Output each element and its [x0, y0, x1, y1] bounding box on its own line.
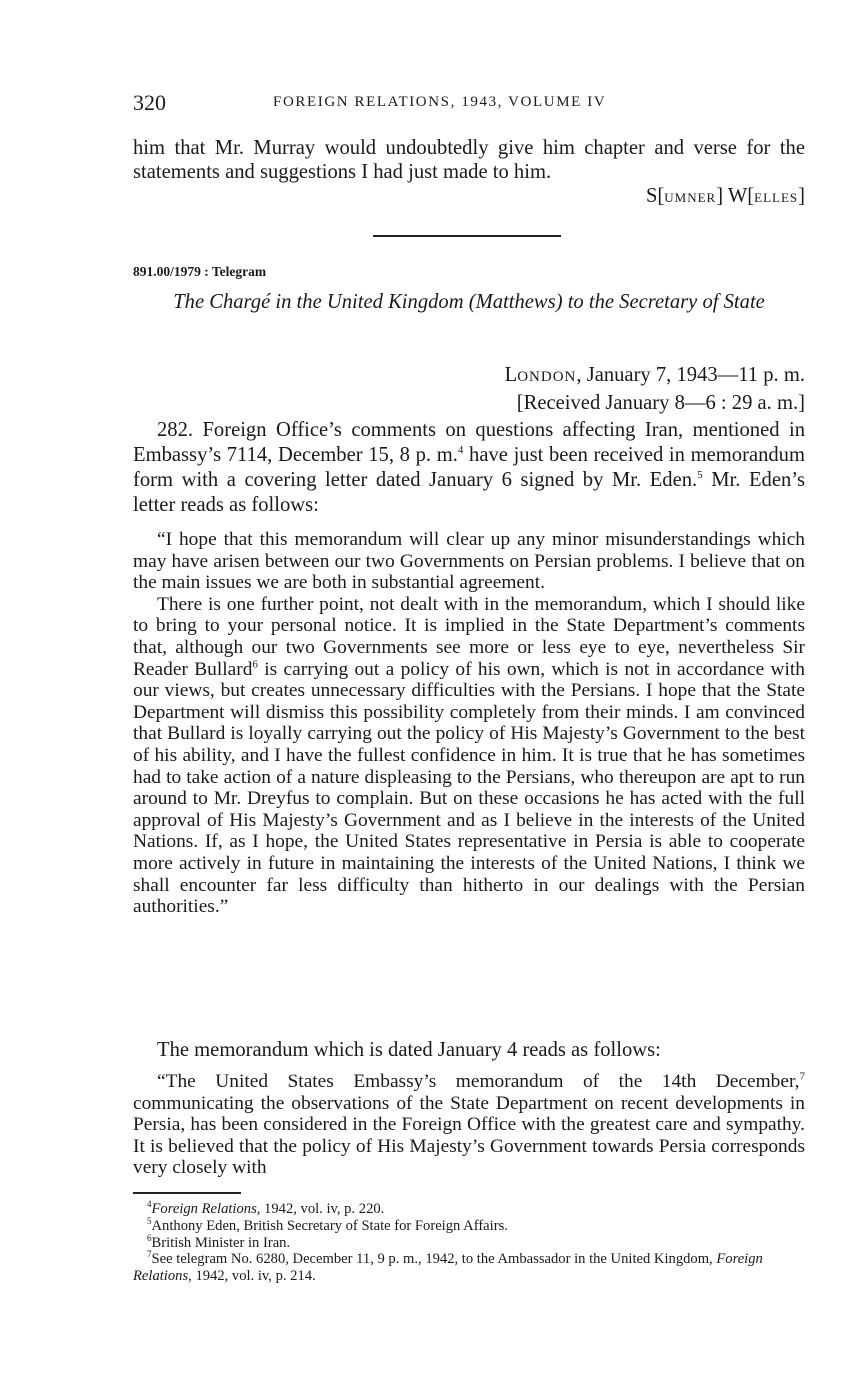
dateline: [133, 362, 805, 416]
footnote-5: $^5$Anthony Eden, British Secretary of State for Foreign Affairs.: [147, 1215, 508, 1234]
quote-paragraph-2: There is one further point, not dealt with in the memorandum, which I should like to bring to your personal notice. It is implied in the State Department’s comments that, although our two Governments see more or less eye to eye, nevertheless Sir Reader Bullard$^6$ is carrying out a policy of his own, which is not in accordance with our views, but creates unnecessary difficulties with the Persians. I hope that the State Department will dismiss this possibility completely from their minds. I am convinced that Bullard is loyally carrying out the policy of His Majesty’s Government to the best of his ability, and I have the fullest confidence in him. It is true that he has sometimes had to take action of a nature displeasing to the Persians, who thereupon are apt to run around to Mr. Dreyfus to complain. But on these occasions he has acted with the full approval of His Majesty’s Government and as I believe in the interests of the United Nations. If, as I hope, the United States representative in Persia is able to cooperate more actively in future in maintaining the interests of the United Nations, I think we shall encounter far less difficulty than hitherto in our dealings with the Persian authorities.”: [133, 593, 805, 918]
memorandum-intro-paragraph: The memorandum which is dated January 4 reads as follows:: [157, 1039, 661, 1061]
memorandum-quote: [133, 1071, 805, 1179]
running-head: FOREIGN RELATIONS, 1943, VOLUME IV: [273, 94, 607, 110]
eden-letter-quote: [133, 529, 805, 918]
footnote-6: $^6$British Minister in Iran.: [147, 1232, 291, 1251]
opening-paragraph: him that Mr. Murray would undoubtedly give him chapter and verse for the statements and suggestions I had just made to him.: [133, 137, 805, 183]
signature: S[UMNER] W[ELLES]: [645, 185, 805, 207]
footnote-divider: [133, 1192, 241, 1194]
telegram-paragraph: 282. Foreign Office’s comments on questions affecting Iran, mentioned in Embassy’s 7114, December 15, 8 p. m.$^4$ have just been received in memorandum form with a covering letter dated January 6 signed by Mr. Eden.$^5$ Mr. Eden’s letter reads as follows:: [133, 419, 805, 516]
document-id: 891.00/1979 : Telegram: [133, 264, 267, 279]
date-line-2: [Received January 8—6 : 29 a. m.]: [516, 392, 805, 414]
footnote-4: $^4$Foreign Relations, 1942, vol. iv, p. 220.: [147, 1199, 385, 1217]
footnote-ref: 7: [799, 1070, 805, 1083]
date-line-1: LONDON, January 7, 1943—11 p. m.: [504, 364, 805, 386]
footnote-ref: 6: [252, 658, 258, 671]
document-title: The Chargé in the United Kingdom (Matthews) to the Secretary of State: [173, 291, 765, 313]
opening-section: [133, 136, 805, 210]
page-number: 320: [133, 90, 166, 115]
page-header: [133, 90, 805, 122]
footnotes: [133, 1201, 805, 1285]
memorandum-intro: [133, 1038, 805, 1062]
quote-paragraph-1: “I hope that this memorandum will clear up any minor misunderstandings which may have arisen between our two Governments on Persian problems. I believe that on the main issues we are both in substantial agreement.: [133, 529, 805, 594]
footnote-ref: 5: [697, 469, 703, 482]
body-section: [133, 418, 805, 518]
footnote-7: $^7$See telegram No. 6280, December 11, 9 p. m., 1942, to the Ambassador in the United Kingdom, Foreign Relations, 1942, vol. iv, p. 214.: [133, 1249, 763, 1285]
footnote-ref: 4: [457, 444, 464, 457]
section-divider: [373, 235, 561, 237]
memorandum-paragraph: “The United States Embassy’s memorandum of the 14th December,$^7$ communicating the observations of the State Department on recent developments in Persia, has been considered in the Foreign Office with the greatest care and sympathy. It is believed that the policy of His Majesty’s Government towards Persia corresponds very closely with: [133, 1070, 805, 1179]
